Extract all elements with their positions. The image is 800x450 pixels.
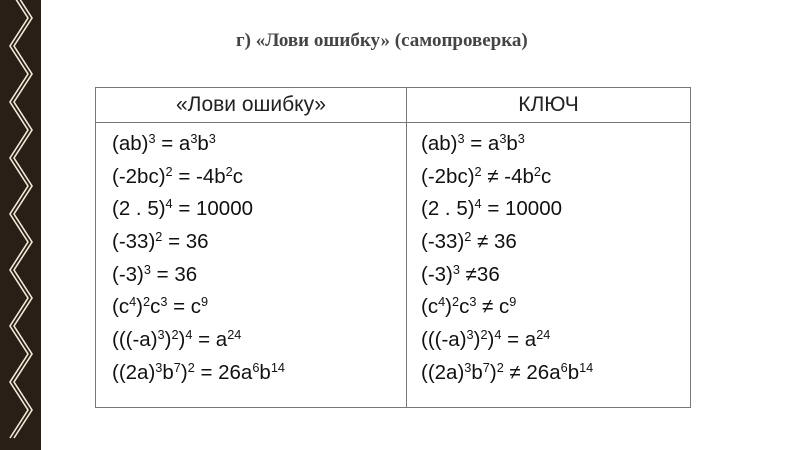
exponent: 2 (533, 163, 541, 179)
equation-text: b (259, 360, 271, 384)
catch-error-equations (96, 123, 406, 390)
header-catch-error: «Лови ошибку» (96, 88, 407, 123)
exponent: 9 (509, 294, 517, 310)
equation-text: (((-a) (112, 328, 158, 352)
equation-text: (ab) (421, 132, 458, 155)
key-equation (421, 226, 690, 259)
catch-error-equation (112, 357, 406, 390)
catch-error-equation (112, 324, 406, 357)
equation-text: ≠ 36 (471, 230, 517, 254)
exponent: 3 (469, 294, 477, 310)
equation-text: = c (167, 295, 202, 319)
equation-text: (2 . 5) (112, 197, 166, 221)
exponent: 2 (474, 163, 482, 179)
equation-text: (-2bc) (421, 164, 475, 188)
catch-error-cell (96, 123, 407, 408)
exponent: 24 (227, 327, 242, 343)
equation-text: ≠ 26a (503, 360, 561, 384)
key-equation (421, 259, 690, 292)
exponent: 9 (201, 294, 209, 310)
exponent: 3 (464, 359, 472, 375)
exponent: 3 (148, 131, 156, 147)
exponent: 3 (143, 261, 151, 277)
catch-error-equation (112, 128, 406, 161)
equation-text: c (150, 295, 161, 319)
key-cell (407, 123, 691, 408)
equation-text: c (540, 164, 552, 188)
key-equation (421, 291, 690, 324)
exponent: 6 (560, 359, 568, 375)
catch-error-equation (112, 226, 406, 259)
equation-text: ) (473, 328, 481, 352)
equation-text: ) (445, 295, 452, 319)
equation-text: (-33) (112, 230, 156, 254)
exponent: 3 (190, 131, 198, 147)
equation-text: ) (164, 328, 172, 352)
exponent: 2 (496, 359, 504, 375)
exponent: 14 (579, 359, 594, 375)
equation-text: (-3) (112, 262, 144, 286)
equation-text: b (471, 360, 483, 384)
equation-text: c (232, 164, 243, 188)
equation-text: b (567, 360, 580, 384)
equation-text: (-3) (421, 262, 453, 286)
exponent: 2 (142, 294, 151, 310)
equation-text: = a (155, 132, 191, 155)
equation-text: = 36 (150, 262, 198, 286)
equation-text: (((-a) (421, 328, 467, 352)
equation-text: ) (487, 328, 495, 352)
exponent: 2 (451, 294, 460, 310)
equation-text: c (459, 295, 470, 319)
exponent: 2 (480, 327, 488, 343)
equation-text: = -4b (172, 164, 226, 188)
key-equation (421, 161, 690, 194)
exponent: 2 (187, 359, 195, 375)
equation-text: ((2a) (421, 360, 465, 384)
error-check-table (95, 87, 691, 408)
catch-error-equation (112, 291, 406, 324)
slide-title: г) «Лови ошибку» (самопроверка) (236, 30, 528, 51)
exponent: 2 (225, 163, 233, 179)
table-header-row (96, 88, 691, 123)
equation-text: ) (489, 360, 497, 384)
equation-text: ≠ -4b (481, 164, 534, 188)
exponent: 2 (165, 163, 173, 179)
exponent: 4 (129, 294, 137, 310)
equation-text: = a (464, 132, 500, 155)
equation-text: = a (501, 328, 537, 352)
equation-text: (c (421, 295, 439, 319)
exponent: 2 (155, 229, 163, 245)
equation-text: ≠ c (476, 295, 510, 319)
exponent: 6 (252, 359, 260, 375)
exponent: 3 (517, 131, 525, 147)
exponent: 4 (474, 196, 482, 212)
equation-text: (c (112, 295, 130, 319)
equation-text: (2 . 5) (421, 197, 475, 221)
exponent: 7 (173, 359, 181, 375)
header-key: КЛЮЧ (407, 88, 691, 123)
exponent: 3 (457, 131, 465, 147)
equation-text: = 10000 (172, 197, 253, 221)
equation-text: (-33) (421, 230, 465, 254)
equation-text: = 36 (162, 230, 209, 254)
zigzag-pattern-icon (0, 0, 41, 450)
key-equation (421, 357, 690, 390)
exponent: 24 (536, 327, 551, 343)
exponent: 3 (499, 131, 507, 147)
key-equation (421, 128, 690, 161)
catch-error-equation (112, 259, 406, 292)
exponent: 4 (494, 327, 502, 343)
exponent: 3 (155, 359, 163, 375)
catch-error-equation (112, 193, 406, 226)
equation-text: = a (192, 328, 228, 352)
exponent: 2 (171, 327, 179, 343)
equation-text: ) (178, 328, 186, 352)
exponent: 3 (157, 327, 165, 343)
table-body-row (96, 123, 691, 408)
catch-error-equation (112, 161, 406, 194)
exponent: 3 (160, 294, 168, 310)
equation-text: = 10000 (481, 197, 562, 221)
equation-text: ) (180, 360, 188, 384)
key-equation (421, 324, 690, 357)
exponent: 3 (208, 131, 216, 147)
equation-text: (-2bc) (112, 164, 166, 188)
equation-text: b (506, 132, 518, 155)
key-equations (407, 123, 690, 390)
decorative-side-bar (0, 0, 41, 450)
exponent: 14 (270, 359, 285, 375)
equation-text: (ab) (112, 132, 149, 155)
exponent: 2 (464, 229, 472, 245)
equation-text: ) (136, 295, 143, 319)
equation-text: b (197, 132, 209, 155)
equation-text: b (162, 360, 174, 384)
exponent: 4 (165, 196, 173, 212)
exponent: 4 (185, 327, 193, 343)
equation-text: = 26a (194, 360, 253, 384)
equation-text: ((2a) (112, 360, 156, 384)
equation-text: ≠36 (459, 262, 500, 286)
exponent: 3 (466, 327, 474, 343)
key-equation (421, 193, 690, 226)
exponent: 7 (482, 359, 490, 375)
exponent: 4 (438, 294, 446, 310)
exponent: 3 (452, 261, 460, 277)
